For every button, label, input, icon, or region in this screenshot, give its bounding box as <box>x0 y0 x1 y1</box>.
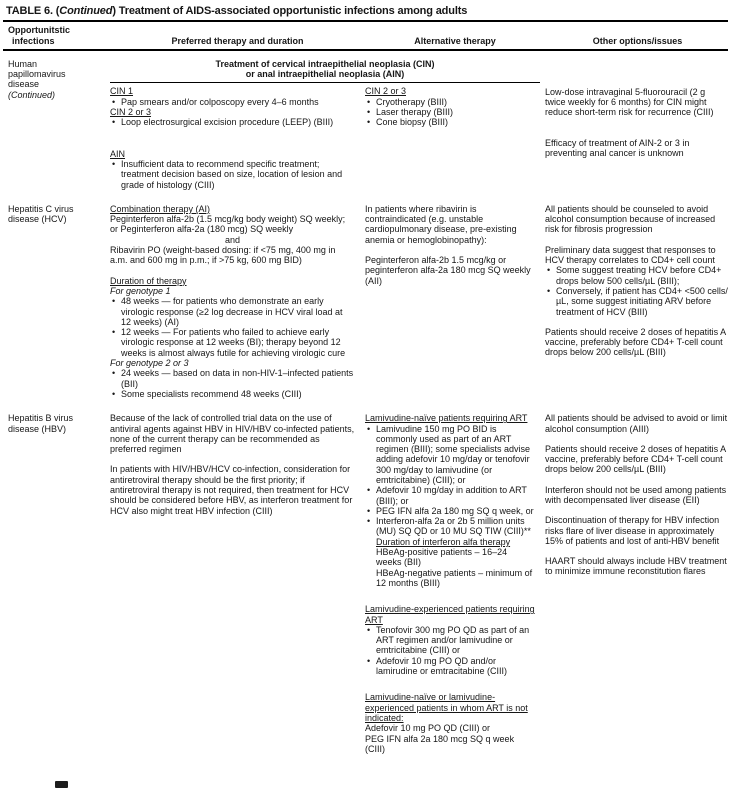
section-heading: CIN 2 or 3 <box>365 86 407 97</box>
bullet-item: • Pap smears and/or colposcopy every 4–6 months <box>110 97 349 107</box>
table-title-prefix: TABLE 6. ( <box>6 5 60 17</box>
spacer <box>545 505 728 515</box>
table-row-hcv <box>8 204 731 399</box>
column-header-infections-line2: infections <box>12 35 55 46</box>
section-heading: CIN 2 or 3 <box>110 107 152 118</box>
text-block: Efficacy of treatment of AIN-2 or 3 in preventing anal cancer is unknown <box>545 137 690 159</box>
bullet-item: • Cone biopsy (BIII) <box>365 117 529 127</box>
bullet-item: • Tenofovir 300 mg PO QD as part of an ART regimen and/or lamivudine or emtricitabine (CIII) or <box>365 625 535 656</box>
bullet-item: • PEG IFN alfa 2a 180 mg SQ q week, or <box>365 506 535 516</box>
infection-cell <box>8 413 110 754</box>
text-block: Ribavirin PO (weight-based dosing: if <75 mg, 400 mg in a.m. and 600 mg in p.m.; if >75 kg, 600 mg BID) <box>110 245 336 266</box>
spacer <box>545 546 728 556</box>
table-title <box>0 0 731 20</box>
text-block: Preliminary data suggest that responses to HCV therapy correlates to CD4+ cell count <box>545 244 716 266</box>
bullet-item: • 24 weeks — based on data in non-HIV-1–infected patients (BII) <box>110 368 355 389</box>
other-options-cell <box>545 413 730 754</box>
centered-text: and <box>224 234 241 245</box>
column-header-preferred: Preferred therapy and duration <box>171 35 304 46</box>
text-block: Hepatitis B virus disease (HBV) <box>8 413 74 434</box>
cin-ain-columns <box>110 86 545 189</box>
table-title-suffix: ) Treatment of AIDS-associated opportunistic infections among adults <box>112 5 468 17</box>
spacer <box>545 235 728 245</box>
text-block: HBeAg-negative patients – minimum of 12 months (BIII) <box>376 567 533 588</box>
infection-cell <box>8 59 110 190</box>
section-heading: CIN 1 <box>110 86 134 97</box>
infection-cell <box>8 204 110 399</box>
column-headers <box>0 22 731 49</box>
italic-note: For genotype 1 <box>110 285 171 296</box>
section-heading: Duration of therapy <box>110 275 187 286</box>
text-block: In patients with HIV/HBV/HCV co-infection, consideration for antiretroviral therapy should be the first priority; if antiretroviral therapy is not required, then treatment for HCV should be considered before HBV, as interferon treatment for HCV also might treat HBV infection (CIII) <box>110 464 353 516</box>
other-options-cell <box>545 59 730 190</box>
italic-note: For genotype 2 or 3 <box>110 358 189 369</box>
text-block: All patients should be advised to avoid or limit alcohol consumption (AIII) <box>545 413 728 434</box>
spacer <box>545 317 728 327</box>
text-block: Peginterferon alfa-2b 1.5 mcg/kg or peginterferon alfa-2a 180 mcg SQ weekly (AII) <box>365 255 531 286</box>
section-heading: Duration of interferon alfa therapy <box>376 536 511 547</box>
text-block: All patients should be counseled to avoid alcohol consumption because of increased risk for fibrosis progression <box>545 203 716 235</box>
bullet-item: • Laser therapy (BIII) <box>365 107 529 117</box>
italic-note: (Continued) <box>8 89 56 100</box>
text-block: Because of the lack of controlled trial data on the use of antiviral agents against HBV in HIV/HBV co-infected patients, none of the current therapy can be recommended as preferred regimen <box>110 413 355 455</box>
text-block: Patients should receive 2 doses of hepatitis A vaccine, preferably before CD4+ T-cell count drops below 200 cells/µL (BIII) <box>545 443 726 475</box>
bullet-item: • Insufficient data to recommend specific treatment; treatment decision based on size, location of lesion and grade of histology (CIII) <box>110 159 349 190</box>
table-row-hpv <box>8 59 731 190</box>
spacer <box>365 588 535 604</box>
text-block: PEG IFN alfa 2a 180 mcg SQ q week (CIII) <box>365 733 515 754</box>
cin-ain-header-line1: Treatment of cervical intraepithelial neoplasia (CIN) <box>215 58 435 69</box>
text-block: Adefovir 10 mg PO QD (CIII) or <box>365 723 491 734</box>
table-row-hbv <box>8 413 731 754</box>
section-heading: Lamivudine-experienced patients requiring ART <box>365 604 535 625</box>
scan-artifact <box>55 781 68 788</box>
column-header-infections-line1: Opportunitstic <box>8 25 70 36</box>
text-block: Human papillomavirus disease <box>8 58 66 90</box>
preferred-cell <box>110 86 365 189</box>
cin-ain-span <box>110 59 545 190</box>
text-block: HBeAg-positive patients – 16–24 weeks (BII) <box>376 547 508 568</box>
bullet-item: • Interferon-alfa 2a or 2b 5 million units (MU) SQ QD or 10 MU SQ TIW (CIII)** <box>365 516 535 537</box>
text-block: Peginterferon alfa-2b (1.5 mcg/kg body weight) SQ weekly; or Peginterferon alfa-2a (180 mcg) SQ weekly <box>110 214 346 235</box>
section-heading: Combination therapy (AI) <box>110 203 211 214</box>
text-block: Patients should receive 2 doses of hepatitis A vaccine, preferably before CD4+ T-cell count drops below 200 cells/µL (BIII) <box>545 326 726 358</box>
bullet-item: • Adefovir 10 mg PO QD and/or lamirudine or emtracitabine (CIII) <box>365 656 535 677</box>
spacer <box>365 245 535 255</box>
text-block: Discontinuation of therapy for HBV infection risks flare of liver disease in approximately 15% of patients and lost of anti-HBV benefit <box>545 515 720 546</box>
spacer <box>365 676 535 692</box>
bullet-item: • Conversely, if patient has CD4+ <500 cells/µL, some suggest initiating ARV before treatment of HCV (BIII) <box>545 286 728 317</box>
spacer <box>545 434 728 444</box>
bullet-item: • 12 weeks — For patients who failed to achieve early virologic response at 12 weeks (BI); therapy beyond 12 weeks is almost always futile for achieving virologic cure <box>110 327 355 358</box>
spacer <box>545 118 728 138</box>
cin-ain-header-line2: or anal intraepithelial neoplasia (AIN) <box>245 69 405 80</box>
table-body <box>0 59 731 754</box>
bullet-item: • Lamivudine 150 mg PO BID is commonly used as part of an ART regimen (BIII); some specialists advise adding adefovir 10 mg/day or tenofovir 300 mg/day to lamivudine (or emtricitabine) (CIII); or <box>365 424 535 486</box>
column-header-infections <box>8 25 110 46</box>
bullet-item: • Loop electrosurgical excision procedure (LEEP) (BIII) <box>110 117 349 127</box>
bullet-item: • 48 weeks — for patients who demonstrate an early virologic response (≥2 log decrease in HCV viral load at 12 weeks) (AI) <box>110 296 355 327</box>
other-options-cell <box>545 204 730 399</box>
spacer <box>110 128 349 149</box>
text-block: Low-dose intravaginal 5-fluorouracil (2 g twice weekly for 6 months) for CIN might reduce short-term risk for recurrence (CIII) <box>545 86 714 118</box>
text-block: In patients where ribavirin is contraindicated (e.g. unstable cardiopulmonary disease, pre-existing anemia or hemoglobinopathy): <box>365 203 517 245</box>
table-title-continued: Continued <box>59 5 113 17</box>
text-block: Interferon should not be used among patients with decompensated liver disease (EII) <box>545 484 727 505</box>
preferred-cell <box>110 204 365 399</box>
column-header-other: Other options/issues <box>592 35 683 46</box>
spacer <box>545 475 728 485</box>
preferred-cell <box>110 413 365 754</box>
alternative-cell <box>365 204 545 399</box>
header-divider <box>3 49 728 51</box>
bullet-item: • Adefovir 10 mg/day in addition to ART (BIII); or <box>365 485 535 506</box>
column-header-alternative: Alternative therapy <box>414 35 496 46</box>
section-heading: Lamivudine-naïve patients requiring ART <box>365 413 528 424</box>
cin-ain-header <box>110 59 540 84</box>
bullet-item: • Cryotherapy (BIII) <box>365 97 529 107</box>
alternative-cell <box>365 86 545 189</box>
section-heading: AIN <box>110 148 126 159</box>
spacer <box>110 266 355 276</box>
bullet-item: • Some specialists recommend 48 weeks (CIII) <box>110 389 355 399</box>
alternative-cell <box>365 413 545 754</box>
spacer <box>110 454 355 464</box>
text-block: Hepatitis C virus disease (HCV) <box>8 203 74 225</box>
section-heading: Lamivudine-naïve or lamivudine-experienced patients in whom ART is not indicated: <box>365 692 528 723</box>
bullet-item: • Some suggest treating HCV before CD4+ drops below 500 cells/µL (BIII); <box>545 265 728 286</box>
text-block: HAART should always include HBV treatment to minimize immune reconstitution flares <box>545 556 727 577</box>
